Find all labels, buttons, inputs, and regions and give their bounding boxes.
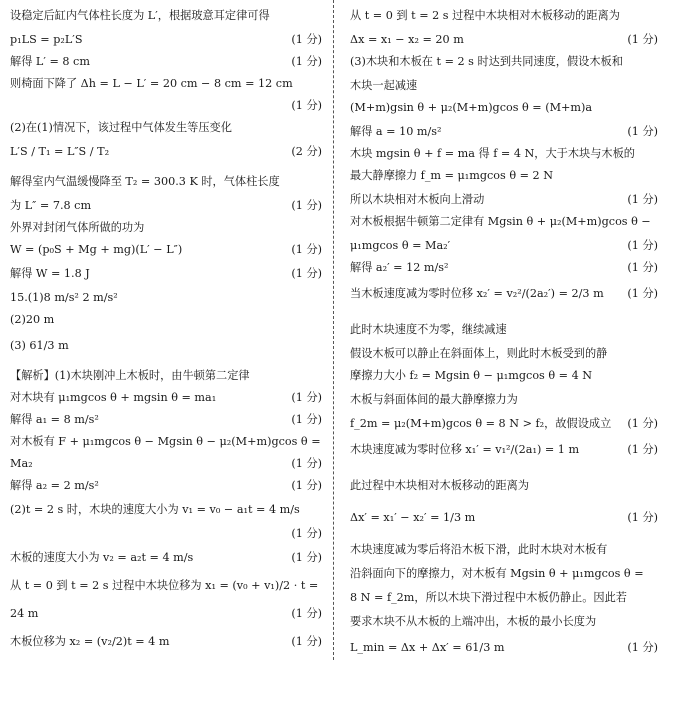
solution-line: [10, 308, 322, 332]
solution-text: 对木块有 μ₁mgcos θ + mgsin θ = ma₁: [10, 391, 217, 404]
solution-line: [10, 364, 322, 388]
solution-text: 要求木块不从木板的上端冲出，木板的最小长度为: [350, 615, 597, 628]
solution-line: [350, 636, 658, 660]
solution-line: [10, 262, 322, 286]
solution-line: [10, 498, 322, 522]
solution-text: 外界对封闭气体所做的功为: [10, 221, 145, 234]
solution-text: 对木板有 F + μ₁mgcos θ − Mgsin θ − μ₂(M+m)gcos θ =: [10, 435, 321, 448]
solution-line: [350, 318, 658, 342]
solution-line: [10, 574, 322, 598]
solution-line: [10, 170, 322, 194]
solution-line: [350, 164, 658, 188]
score-mark: (2 分): [291, 145, 322, 158]
solution-text: (M+m)gsin θ + μ₂(M+m)gcos θ = (M+m)a: [350, 101, 593, 114]
solution-text: 解得 a₂ = 2 m/s²: [10, 479, 99, 492]
solution-text: Δx = x₁ − x₂ = 20 m: [350, 33, 464, 46]
score-mark: (1 分): [291, 99, 322, 112]
solution-text: f_2m = μ₂(M+m)gcos θ = 8 N > f₂，故假设成立: [350, 417, 612, 430]
score-mark: (1 分): [627, 641, 658, 654]
solution-text: 从 t = 0 到 t = 2 s 过程中木块相对木板移动的距离为: [350, 9, 620, 22]
solution-text: 8 N = f_2m，所以木块下滑过程中木板仍静止。因此若: [350, 591, 627, 604]
score-mark: (1 分): [291, 527, 322, 540]
solution-line: [10, 72, 322, 96]
solution-text: 木块一起减速: [350, 79, 418, 92]
solution-line: [10, 408, 322, 432]
score-mark: (1 分): [627, 33, 658, 46]
solution-text: Ma₂: [10, 457, 33, 470]
score-mark: (1 分): [627, 417, 658, 430]
solution-line: [10, 50, 322, 74]
solution-line: [350, 538, 658, 562]
solution-line: [350, 610, 658, 634]
solution-text: 当木板速度减为零时位移 x₂′ = v₂²/(2a₂′) = 2/3 m: [350, 287, 604, 300]
solution-text: 解得 a₁ = 8 m/s²: [10, 413, 99, 426]
solution-text: 24 m: [10, 607, 39, 620]
solution-line: [10, 430, 322, 454]
score-mark: (1 分): [291, 635, 322, 648]
solution-line: [10, 334, 322, 358]
solution-text: (2)在(1)情况下，该过程中气体发生等压变化: [10, 121, 232, 134]
solution-line: [10, 216, 322, 240]
score-mark: (1 分): [627, 125, 658, 138]
score-mark: (1 分): [291, 199, 322, 212]
score-mark: (1 分): [291, 457, 322, 470]
solution-text: W = (p₀S + Mg + mg)(L′ − L″): [10, 243, 183, 256]
solution-line: [350, 142, 658, 166]
solution-text: 从 t = 0 到 t = 2 s 过程中木块位移为 x₁ = (v₀ + v₁)/2 · t =: [10, 579, 319, 592]
solution-line: [10, 522, 322, 546]
solution-text: (3)木块和木板在 t = 2 s 时达到共同速度，假设木板和: [350, 55, 623, 68]
solution-line: [350, 412, 658, 436]
score-mark: (1 分): [291, 413, 322, 426]
solution-line: [350, 282, 658, 306]
solution-text: 木块 mgsin θ + f = ma 得 f = 4 N，大于木块与木板的: [350, 147, 635, 160]
solution-text: 木块速度减为零后将沿木板下滑，此时木块对木板有: [350, 543, 608, 556]
solution-line: [350, 74, 658, 98]
solution-line: [350, 4, 658, 28]
score-mark: (1 分): [627, 261, 658, 274]
solution-line: [350, 506, 658, 530]
solution-text: 木板与斜面体间的最大静摩擦力为: [350, 393, 518, 406]
solution-text: 此时木块速度不为零，继续减速: [350, 323, 507, 336]
solution-line: [10, 194, 322, 218]
solution-line: [350, 234, 658, 258]
score-mark: (1 分): [291, 607, 322, 620]
solution-line: [10, 238, 322, 262]
solution-text: 解得 L′ = 8 cm: [10, 55, 90, 68]
solution-text: (2)t = 2 s 时，木块的速度大小为 v₁ = v₀ − a₁t = 4 m/s: [10, 503, 300, 516]
score-mark: (1 分): [291, 551, 322, 564]
solution-text: L_min = Δx + Δx′ = 61/3 m: [350, 641, 505, 654]
solution-line: [350, 474, 658, 498]
solution-line: [350, 388, 658, 412]
solution-line: [10, 452, 322, 476]
solution-text: 沿斜面向下的摩擦力，对木板有 Mgsin θ + μ₁mgcos θ =: [350, 567, 644, 580]
solution-line: [350, 438, 658, 462]
solution-text: Δx′ = x₁′ − x₂′ = 1/3 m: [350, 511, 476, 524]
solution-line: [10, 286, 322, 310]
solution-text: 则椅面下降了 Δh = L − L′ = 20 cm − 8 cm = 12 cm: [10, 77, 293, 90]
solution-line: [350, 586, 658, 610]
solution-line: [350, 50, 658, 74]
solution-text: 解得 a = 10 m/s²: [350, 125, 442, 138]
solution-text: 解得室内气温缓慢降至 T₂ = 300.3 K 时，气体柱长度: [10, 175, 280, 188]
solution-line: [10, 94, 322, 118]
solution-line: [10, 546, 322, 570]
solution-text: 所以木块相对木板向上滑动: [350, 193, 485, 206]
score-mark: (1 分): [627, 511, 658, 524]
solution-line: [350, 28, 658, 52]
solution-text: 木块速度减为零时位移 x₁′ = v₁²/(2a₁) = 1 m: [350, 443, 580, 456]
solution-line: [350, 364, 658, 388]
solution-text: 摩擦力大小 f₂ = Mgsin θ − μ₁mgcos θ = 4 N: [350, 369, 593, 382]
column-divider: [333, 0, 334, 660]
solution-line: [10, 386, 322, 410]
score-mark: (1 分): [291, 479, 322, 492]
solution-text: 此过程中木块相对木板移动的距离为: [350, 479, 530, 492]
solution-text: 木板位移为 x₂ = (v₂/2)t = 4 m: [10, 635, 170, 648]
score-mark: (1 分): [627, 443, 658, 456]
solution-text: 【解析】(1)木块刚冲上木板时，由牛顿第二定律: [10, 369, 250, 382]
solution-line: [10, 28, 322, 52]
solution-text: (2)20 m: [10, 313, 55, 326]
solution-text: (3) 61/3 m: [10, 339, 69, 352]
solution-text: 假设木板可以静止在斜面体上，则此时木板受到的静: [350, 347, 608, 360]
solution-line: [10, 4, 322, 28]
solution-line: [10, 602, 322, 626]
solution-line: [350, 96, 658, 120]
solution-text: μ₁mgcos θ = Ma₂′: [350, 239, 451, 252]
solution-text: 最大静摩擦力 f_m = μ₁mgcos θ = 2 N: [350, 169, 554, 182]
solution-text: 解得 W = 1.8 J: [10, 267, 90, 280]
solution-line: [10, 140, 322, 164]
solution-line: [350, 188, 658, 212]
solution-text: 对木板根据牛顿第二定律有 Mgsin θ + μ₂(M+m)gcos θ −: [350, 215, 651, 228]
score-mark: (1 分): [291, 267, 322, 280]
solution-line: [10, 474, 322, 498]
score-mark: (1 分): [291, 243, 322, 256]
solution-line: [350, 342, 658, 366]
solution-text: p₁LS = p₂L′S: [10, 33, 83, 46]
solution-text: 15.(1)8 m/s² 2 m/s²: [10, 291, 118, 304]
score-mark: (1 分): [627, 193, 658, 206]
solution-text: 设稳定后缸内气体柱长度为 L′，根据玻意耳定律可得: [10, 9, 270, 22]
solution-line: [350, 256, 658, 280]
score-mark: (1 分): [291, 391, 322, 404]
solution-text: 木板的速度大小为 v₂ = a₂t = 4 m/s: [10, 551, 194, 564]
solution-line: [350, 120, 658, 144]
solution-text: L′S / T₁ = L″S / T₂: [10, 145, 110, 158]
solution-line: [350, 562, 658, 586]
solution-line: [10, 630, 322, 654]
score-mark: (1 分): [291, 33, 322, 46]
score-mark: (1 分): [291, 55, 322, 68]
score-mark: (1 分): [627, 239, 658, 252]
solution-text: 为 L″ = 7.8 cm: [10, 199, 92, 212]
solution-line: [10, 116, 322, 140]
solution-line: [350, 210, 658, 234]
score-mark: (1 分): [627, 287, 658, 300]
solution-text: 解得 a₂′ = 12 m/s²: [350, 261, 449, 274]
